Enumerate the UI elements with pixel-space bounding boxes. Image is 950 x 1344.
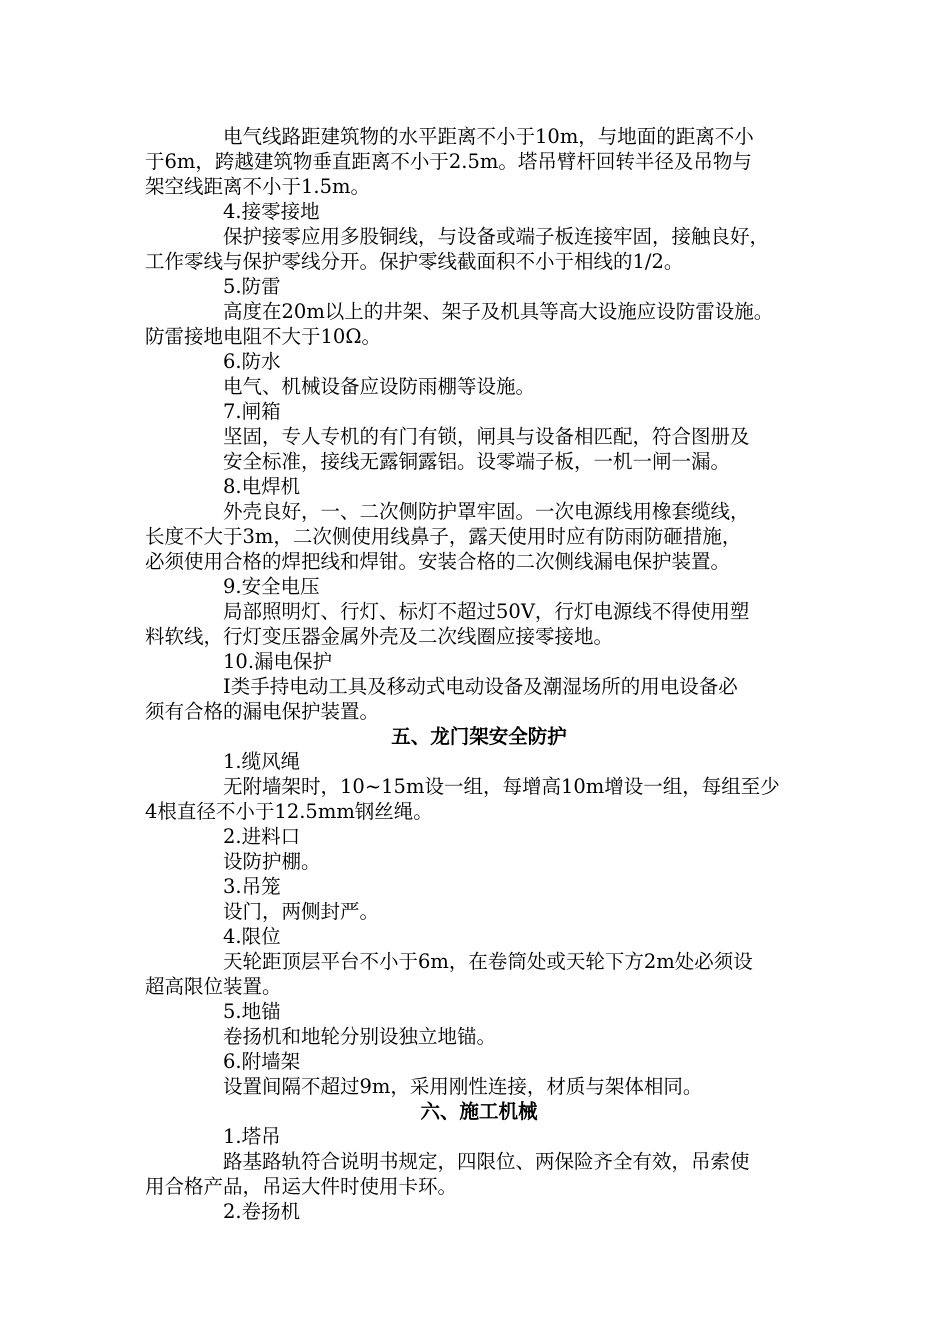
text-line: 10.漏电保护 [223,650,333,673]
text-line: 设防护棚。 [223,850,321,873]
text-line: 坚固，专人专机的有门有锁，闸具与设备相匹配，符合图册及 [223,425,750,448]
text-line: 局部照明灯、行灯、标灯不超过50V，行灯电源线不得使用塑 [223,600,750,623]
text-line: 设门，两侧封严。 [223,900,380,923]
section-heading: 六、施工机械 [420,1100,538,1123]
text-line: 须有合格的漏电保护装置。 [145,700,380,723]
text-line: 超高限位装置。 [145,975,282,998]
text-line: 架空线距离不小于1.5m。 [145,175,371,198]
text-line: 1.缆风绳 [223,750,301,773]
text-line: 料软线，行灯变压器金属外壳及二次线圈应接零接地。 [145,625,614,648]
text-line: 2.卷扬机 [223,1200,301,1223]
text-line: 5.防雷 [223,275,281,298]
text-line: 用合格产品，吊运大件时使用卡环。 [145,1175,458,1198]
text-line: 工作零线与保护零线分开。保护零线截面积不小于相线的1/2。 [145,250,684,273]
text-line: 3.吊笼 [223,875,281,898]
section-heading: 五、龙门架安全防护 [391,725,567,748]
text-line: 无附墙架时，10~15m设一组，每增高10m增设一组，每组至少 [223,775,780,798]
text-line: 9.安全电压 [223,575,320,598]
text-line: 天轮距顶层平台不小于6m，在卷筒处或天轮下方2m处必须设 [223,950,753,973]
document-page [145,124,813,1224]
text-line: 安全标准，接线无露铜露铝。设零端子板，一机一闸一漏。 [223,450,731,473]
text-line: 路基路轨符合说明书规定，四限位、两保险齐全有效，吊索使 [223,1150,750,1173]
text-line: 4根直径不小于12.5mm钢丝绳。 [145,800,433,823]
text-line: 电气线路距建筑物的水平距离不小于10m，与地面的距离不小 [223,125,754,148]
text-line: 设置间隔不超过9m，采用刚性连接，材质与架体相同。 [223,1075,703,1098]
text-line: 6.防水 [223,350,281,373]
text-line: 6.附墙架 [223,1050,301,1073]
text-line: I类手持电动工具及移动式电动设备及潮湿场所的用电设备必 [223,675,738,698]
text-line: 必须使用合格的焊把线和焊钳。安装合格的二次侧线漏电保护装置。 [145,550,731,573]
text-line: 8.电焊机 [223,475,301,498]
text-line: 保护接零应用多股铜线，与设备或端子板连接牢固，接触良好， [223,225,770,248]
text-line: 高度在20m以上的井架、架子及机具等高大设施应设防雷设施。 [223,300,774,323]
text-line: 于6m，跨越建筑物垂直距离不小于2.5m。塔吊臂杆回转半径及吊物与 [145,150,752,173]
text-line: 4.接零接地 [223,200,320,223]
text-line: 5.地锚 [223,1000,281,1023]
text-line: 1.塔吊 [223,1125,281,1148]
text-line: 防雷接地电阻不大于10Ω。 [145,325,381,348]
text-line: 卷扬机和地轮分别设独立地锚。 [223,1025,497,1048]
text-line: 外壳良好，一、二次侧防护罩牢固。一次电源线用橡套缆线， [223,500,750,523]
text-line: 4.限位 [223,925,281,948]
text-line: 7.闸箱 [223,400,281,423]
text-line: 长度不大于3m，二次侧使用线鼻子，露天使用时应有防雨防砸措施， [145,525,742,548]
text-line: 电气、机械设备应设防雨棚等设施。 [223,375,536,398]
text-line: 2.进料口 [223,825,301,848]
